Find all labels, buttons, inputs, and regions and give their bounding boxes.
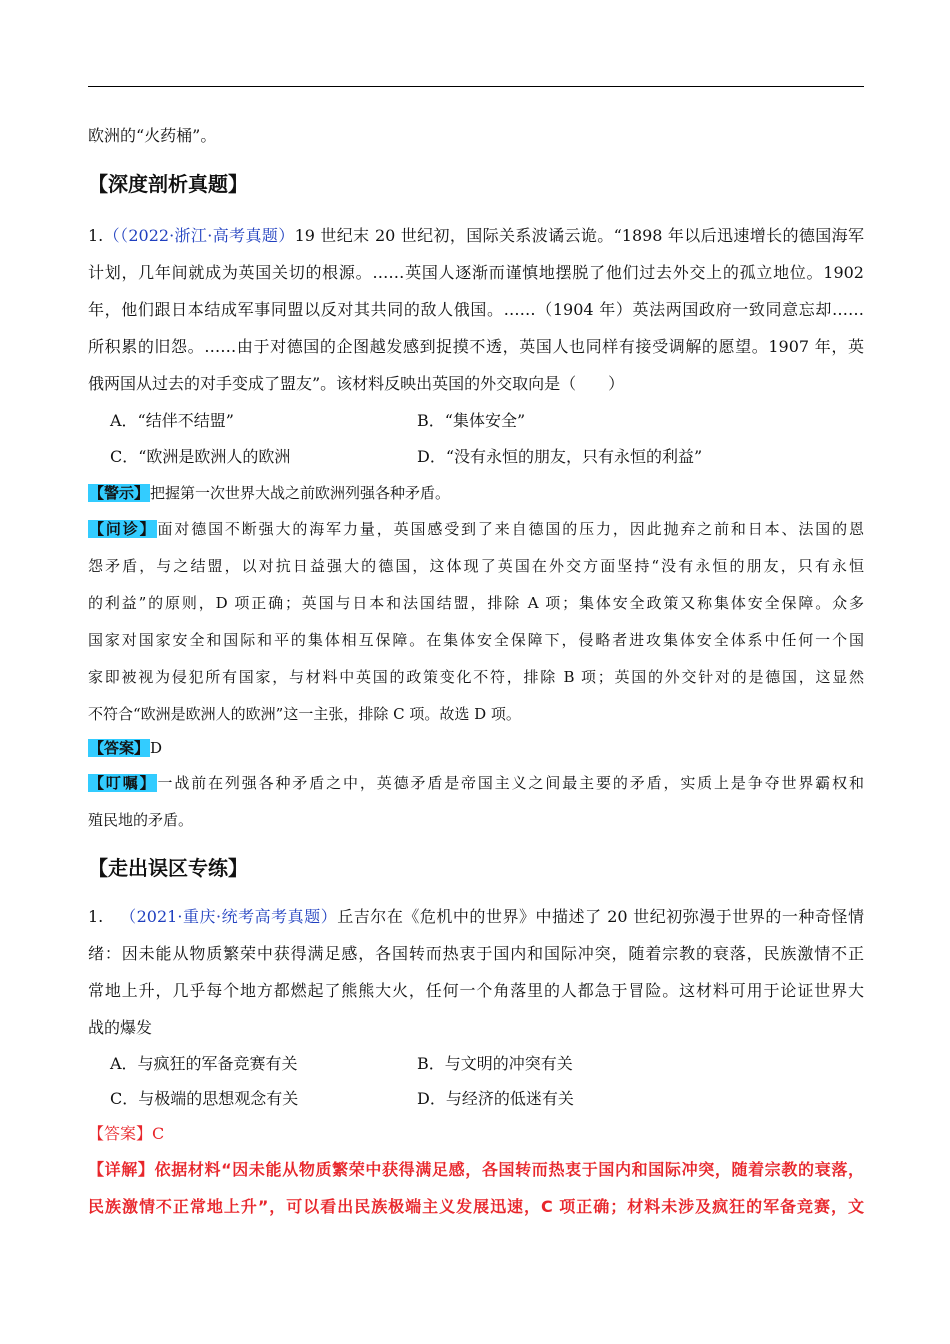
q1-hint: 【警示】把握第一次世界大战之前欧洲列强各种矛盾。 xyxy=(89,484,451,502)
section-title-analysis: 【深度剖析真题】 xyxy=(88,172,248,196)
answer-tag: 【答案】 xyxy=(89,739,150,757)
q1-diag-line-5: 家即被视为侵犯所有国家，与材料中英国的政策变化不符，排除 B 项；英国的外交针对的是德国，这显然 xyxy=(88,668,864,686)
q1-line-1: 1.（（2022·浙江·高考真题）19 世纪末 20 世纪初，国际关系波谲云诡。“1898 年以后迅速增长的德国海军 xyxy=(88,226,864,245)
q1-diag-line-3: 的利益”的原则，D 项正确；英国与日本和法国结盟，排除 A 项；集体安全政策又称集体安全保障。众多 xyxy=(88,594,864,612)
q2-line-1: 1. （2021·重庆·统考高考真题）丘吉尔在《危机中的世界》中描述了 20 世纪初弥漫于世界的一种奇怪情 xyxy=(88,907,864,926)
q2-option-a[interactable]: A．与疯狂的军备竞赛有关 xyxy=(110,1054,298,1073)
q2-answer: 【答案】C xyxy=(88,1124,165,1143)
q1-number: 1. xyxy=(88,226,104,245)
q1-source: （（2022·浙江·高考真题） xyxy=(103,226,295,245)
q2-line-4: 战的爆发 xyxy=(88,1018,153,1037)
hint-tag: 【警示】 xyxy=(89,484,150,502)
q1-remind-line-1: 【叮嘱】一战前在列强各种矛盾之中，英德矛盾是帝国主义之间最主要的矛盾，实质上是争夺世界霸权和 xyxy=(89,774,864,792)
q1-answer: 【答案】D xyxy=(89,739,163,757)
q1-line-2: 计划，几年间就成为英国关切的根源。……英国人逐渐而谨慎地摆脱了他们过去外交上的孤立地位。1902 xyxy=(88,263,864,282)
q1-option-c[interactable]: C．“欧洲是欧洲人的欧洲 xyxy=(110,447,291,466)
q1-option-a[interactable]: A．“结伴不结盟” xyxy=(110,411,234,430)
q1-diag-line-2: 怨矛盾，与之结盟，以对抗日益强大的德国，这体现了英国在外交方面坚持“没有永恒的朋友，只有永恒 xyxy=(88,557,864,575)
q2-answer-tag: 【答案】 xyxy=(88,1124,153,1143)
q2-number: 1. xyxy=(88,907,104,926)
header-rule xyxy=(88,86,864,87)
diag-tag: 【问诊】 xyxy=(89,520,157,538)
q2-option-b[interactable]: B．与文明的冲突有关 xyxy=(417,1054,573,1073)
q2-source: （2021·重庆·统考高考真题） xyxy=(120,907,338,926)
q1-line-5: 俄两国从过去的对手变成了盟友”。该材料反映出英国的外交取向是（ ） xyxy=(88,374,625,393)
q1-option-b[interactable]: B．“集体安全” xyxy=(417,411,526,430)
section-title-practice: 【走出误区专练】 xyxy=(88,856,248,880)
remind-tag: 【叮嘱】 xyxy=(89,774,157,792)
q1-option-d[interactable]: D．“没有永恒的朋友，只有永恒的利益” xyxy=(417,447,703,466)
q2-line-2: 绪：因未能从物质繁荣中获得满足感，各国转而热衷于国内和国际冲突，随着宗教的衰落，民族激情不正 xyxy=(88,944,864,963)
q1-diag-line-4: 国家对国家安全和国际和平的集体相互保障。在集体安全保障下，侵略者进攻集体安全体系中任何一个国 xyxy=(88,631,864,649)
q2-detail-line-1: 【详解】依据材料“因未能从物质繁荣中获得满足感，各国转而热衷于国内和国际冲突，随着宗教的衰落， xyxy=(88,1160,864,1179)
q1-remind-line-2: 殖民地的矛盾。 xyxy=(88,811,194,829)
q2-detail-line-2: 民族激情不正常地上升”，可以看出民族极端主义发展迅速，C 项正确；材料未涉及疯狂的军备竞赛，文 xyxy=(88,1197,864,1216)
q2-line-3: 常地上升，几乎每个地方都燃起了熊熊大火，任何一个角落里的人都急于冒险。这材料可用于论证世界大 xyxy=(88,981,864,1000)
q2-option-d[interactable]: D．与经济的低迷有关 xyxy=(417,1089,574,1108)
q1-diag-line-1: 【问诊】面对德国不断强大的海军力量，英国感受到了来自德国的压力，因此抛弃之前和日本、法国的恩 xyxy=(89,520,864,538)
intro-tail: 欧洲的“火药桶”。 xyxy=(88,126,217,145)
detail-tag: 【详解】 xyxy=(88,1160,155,1179)
q2-option-c[interactable]: C．与极端的思想观念有关 xyxy=(110,1089,299,1108)
q1-diag-line-6: 不符合“欧洲是欧洲人的欧洲”这一主张，排除 C 项。故选 D 项。 xyxy=(88,705,521,723)
q1-line-3: 年，他们跟日本结成军事同盟以反对其共同的敌人俄国。……（1904 年）英法两国政府一致同意忘却…… xyxy=(88,300,864,319)
q1-line-4: 所积累的旧怨。……由于对德国的企图越发感到捉摸不透，英国人也同样有接受调解的愿望。1907 年，英 xyxy=(88,337,864,356)
